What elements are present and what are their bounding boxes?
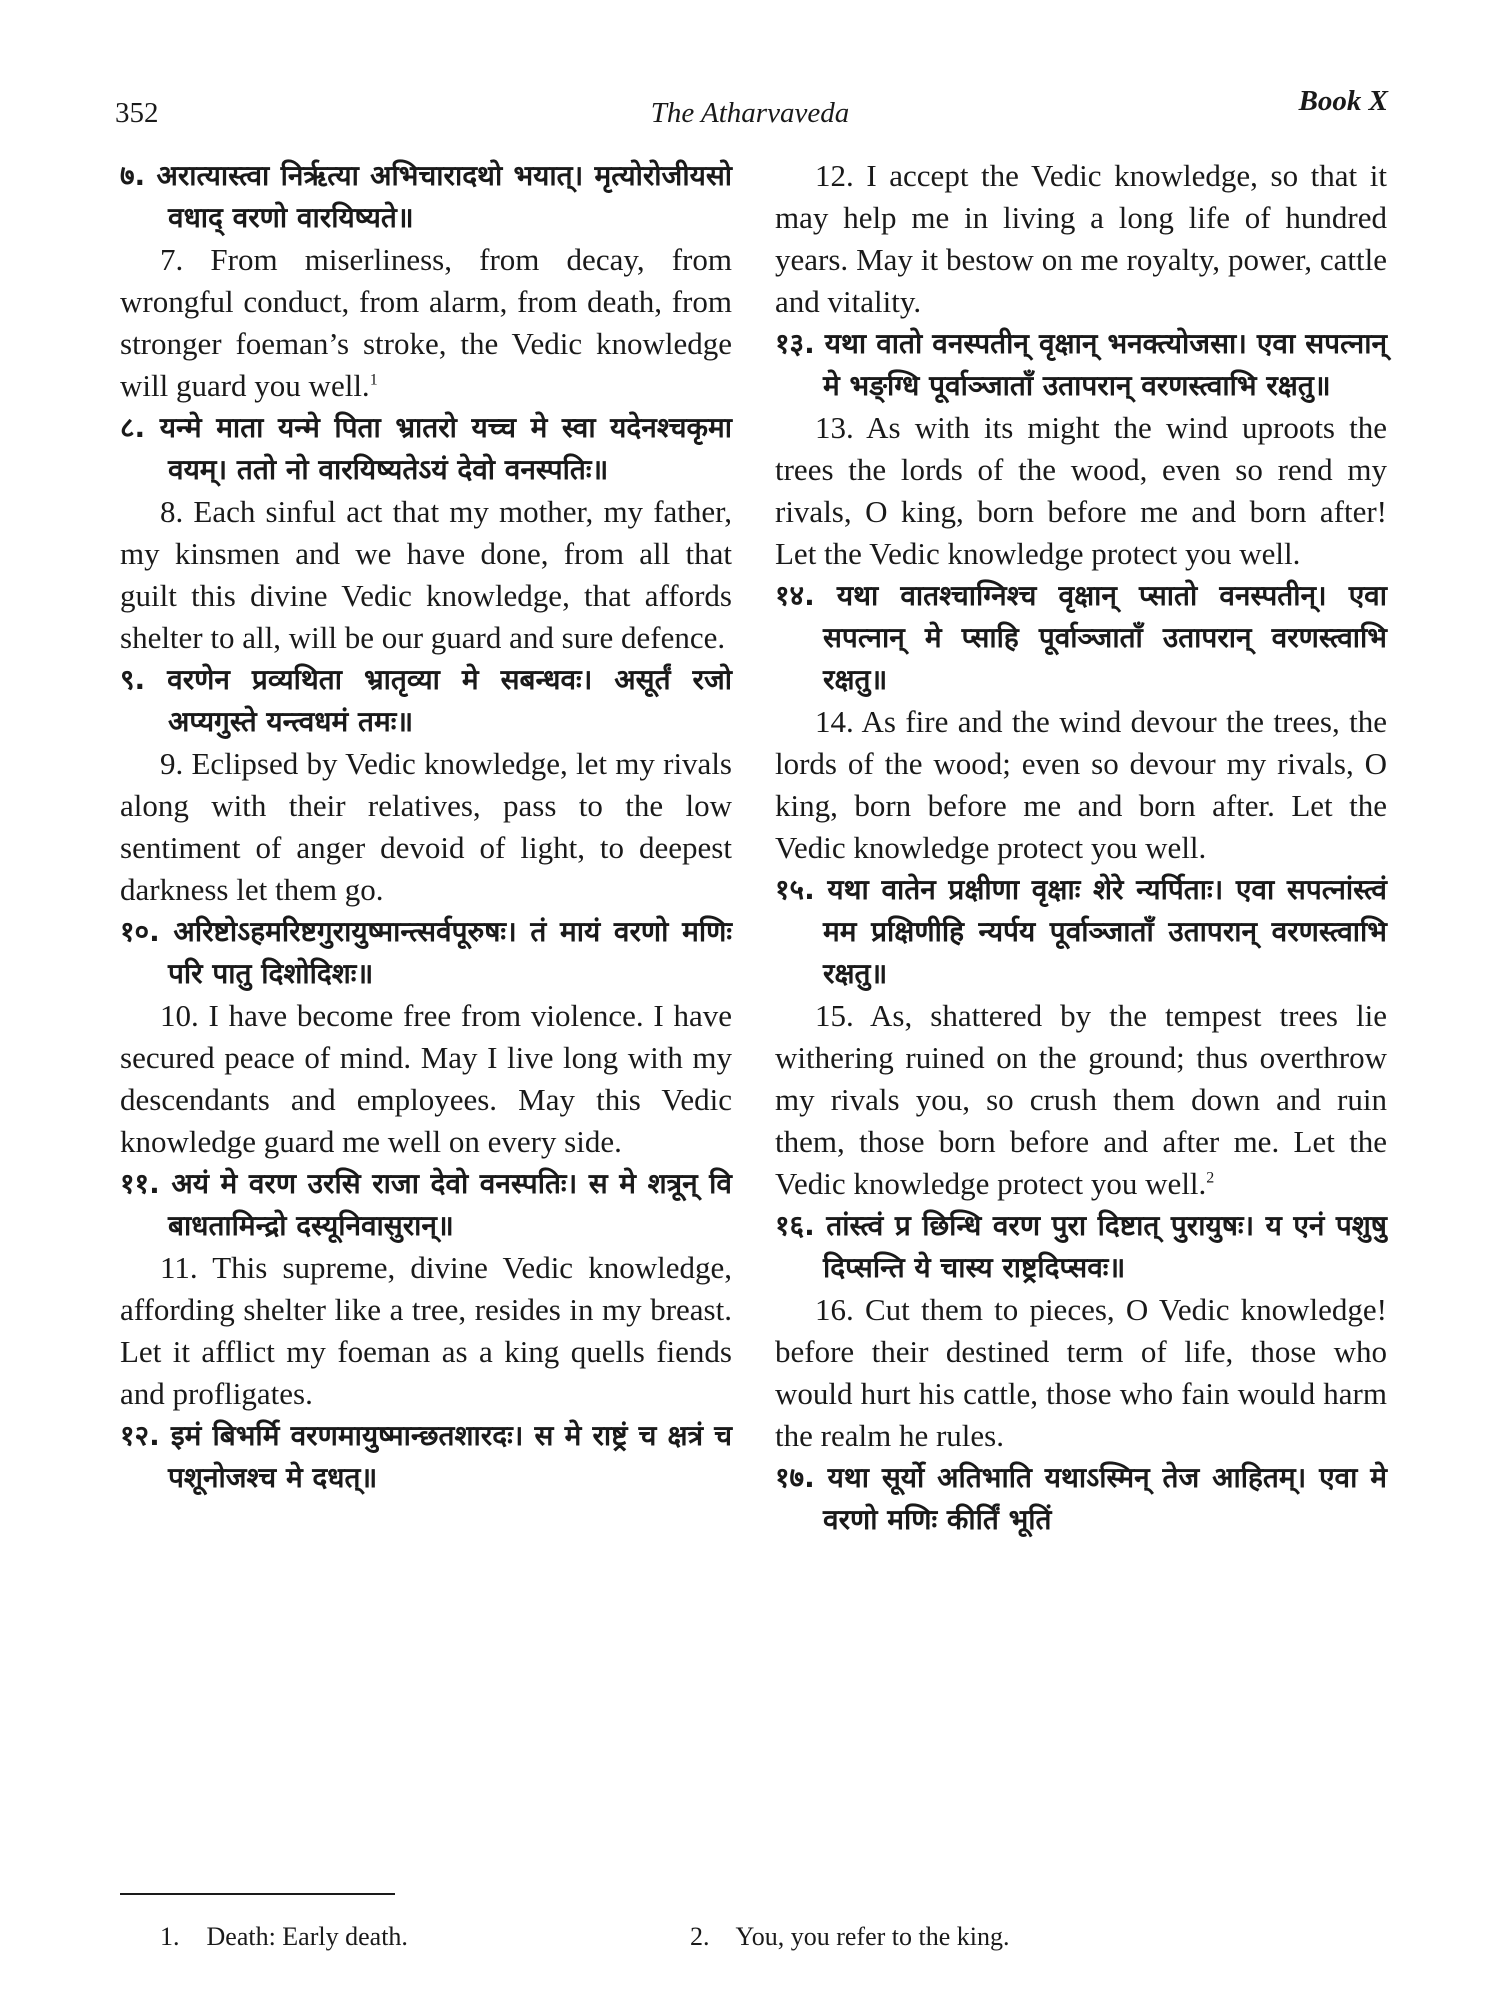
sanskrit-verse xyxy=(775,323,1387,407)
translation-text: 11. This supreme, divine Vedic knowledge, affording shelter like a tree, resides in my breast. Let it afflict my foeman as a king quells fiends and profligates. xyxy=(120,1250,732,1411)
translation-text: 15. As, shattered by the tempest trees lie withering ruined on the ground; thus overthrow my rivals you, so crush them down and ruin them, those born before and after me. Let the Vedic knowledge protect you well. xyxy=(775,998,1387,1201)
footnote-marker: 2 xyxy=(1206,1169,1215,1187)
sanskrit-verse xyxy=(775,575,1387,701)
translation-text: 16. Cut them to pieces, O Vedic knowledge! before their destined term of life, those who would hurt his cattle, those who fain would harm the realm he rules. xyxy=(775,1292,1387,1453)
sanskrit-verse xyxy=(120,911,732,995)
verse-text: १४. यथा वातश्चाग्निश्च वृक्षान् प्सातो वनस्पतीन्। एवा सपत्नान् मे प्साहि पूर्वाञ्जाताँ उतापरान् वरणस्त्वाभि रक्षतु॥ xyxy=(775,579,1387,696)
verse-translation xyxy=(775,1289,1387,1457)
left-column xyxy=(120,155,732,1499)
footnote-number: 2. xyxy=(690,1922,710,1951)
verse-translation xyxy=(775,155,1387,323)
sanskrit-verse xyxy=(120,407,732,491)
translation-text: 9. Eclipsed by Vedic knowledge, let my rivals along with their relatives, pass to the low sentiment of anger devoid of light, to deepest darkness let them go. xyxy=(120,746,732,907)
sanskrit-verse xyxy=(120,659,732,743)
footnote-number: 1. xyxy=(160,1922,180,1951)
running-title: The Atharvaveda xyxy=(650,97,850,129)
footnote-text: You, you refer to the king. xyxy=(735,1922,1010,1951)
verse-text: १६. तांस्त्वं प्र छिन्धि वरण पुरा दिष्टात् पुरायुषः। य एनं पशुषु दिप्सन्ति ये चास्य राष्ट्रदिप्सवः॥ xyxy=(775,1209,1387,1284)
sanskrit-verse xyxy=(120,155,732,239)
translation-text: 8. Each sinful act that my mother, my father, my kinsmen and we have done, from all that guilt this divine Vedic knowledge, that affords shelter to all, will be our guard and sure defence. xyxy=(120,494,732,655)
verse-translation xyxy=(120,1247,732,1415)
verse-text: ११. अयं मे वरण उरसि राजा देवो वनस्पतिः। स मे शत्रून् वि बाधतामिन्द्रो दस्यूनिवासुरान्॥ xyxy=(120,1167,732,1242)
footnote-text: Death: Early death. xyxy=(206,1922,408,1951)
footnote-2 xyxy=(690,1922,1010,1952)
footnote-rule xyxy=(120,1893,395,1895)
footnote-marker: 1 xyxy=(369,371,378,389)
verse-translation xyxy=(120,239,732,407)
verse-translation xyxy=(775,701,1387,869)
verse-translation xyxy=(775,407,1387,575)
translation-text: 13. As with its might the wind uproots the trees the lords of the wood, even so rend my rivals, O king, born before me and born after! Let the Vedic knowledge protect you well. xyxy=(775,410,1387,571)
verse-text: ८. यन्मे माता यन्मे पिता भ्रातरो यच्च मे स्वा यदेनश्चकृमा वयम्। ततो नो वारयिष्यतेऽयं देवो वनस्पतिः॥ xyxy=(120,411,732,486)
sanskrit-verse xyxy=(775,1205,1387,1289)
translation-text: 7. From miserliness, from decay, from wrongful conduct, from alarm, from death, from stronger foeman’s stroke, the Vedic knowledge will guard you well. xyxy=(120,242,732,403)
verse-translation xyxy=(120,995,732,1163)
verse-translation xyxy=(120,743,732,911)
verse-text: १३. यथा वातो वनस्पतीन् वृक्षान् भनक्त्योजसा। एवा सपत्नान् मे भङ्ग्धि पूर्वाञ्जाताँ उतापरान् वरणस्त्वाभि रक्षतु॥ xyxy=(775,327,1387,402)
right-column xyxy=(775,155,1387,1541)
verse-text: १५. यथा वातेन प्रक्षीणा वृक्षाः शेरे न्यर्पिताः। एवा सपत्नांस्त्वं मम प्रक्षिणीहि न्यर्पय पूर्वाञ्जाताँ उतापरान् वरणस्त्वाभि रक्षतु॥ xyxy=(775,873,1387,990)
translation-text: 12. I accept the Vedic knowledge, so that it may help me in living a long life of hundred years. May it bestow on me royalty, power, cattle and vitality. xyxy=(775,158,1387,319)
verse-translation xyxy=(120,491,732,659)
verse-text: १२. इमं बिभर्मि वरणमायुष्मान्छतशारदः। स मे राष्ट्रं च क्षत्रं च पशूनोजश्च मे दधत्॥ xyxy=(120,1419,732,1494)
sanskrit-verse xyxy=(120,1415,732,1499)
page-header xyxy=(0,85,1500,135)
translation-text: 14. As fire and the wind devour the trees, the lords of the wood; even so devour my rivals, O king, born before me and born after. Let the Vedic knowledge protect you well. xyxy=(775,704,1387,865)
verse-text: ९. वरणेन प्रव्यथिता भ्रातृव्या मे सबन्धवः। असूर्तं रजो अप्यगुस्ते यन्त्वधमं तमः॥ xyxy=(120,663,732,738)
verse-text: १७. यथा सूर्यो अतिभाति यथाऽस्मिन् तेज आहितम्। एवा मे वरणो मणिः कीर्तिं भूतिं xyxy=(775,1461,1387,1536)
verse-text: १०. अरिष्टोऽहमरिष्टगुरायुष्मान्त्सर्वपूरुषः। तं मायं वरणो मणिः परि पातु दिशोदिशः॥ xyxy=(120,915,732,990)
verse-translation xyxy=(775,995,1387,1205)
book-label: Book X xyxy=(1298,85,1388,117)
page-number: 352 xyxy=(115,97,159,129)
sanskrit-verse xyxy=(120,1163,732,1247)
footnote-1 xyxy=(160,1922,408,1952)
sanskrit-verse xyxy=(775,1457,1387,1541)
translation-text: 10. I have become free from violence. I have secured peace of mind. May I live long with my descendants and employees. May this Vedic knowledge guard me well on every side. xyxy=(120,998,732,1159)
sanskrit-verse xyxy=(775,869,1387,995)
verse-text: ७. अरात्यास्त्वा निर्ऋत्या अभिचारादथो भयात्। मृत्योरोजीयसो वधाद् वरणो वारयिष्यते॥ xyxy=(120,159,732,234)
